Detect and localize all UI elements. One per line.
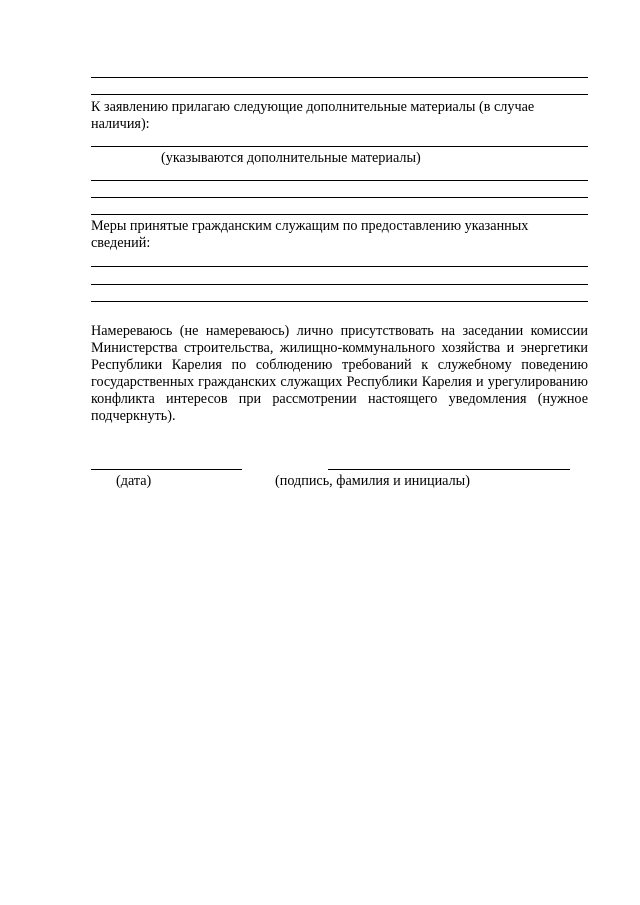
blank-line [91,94,588,95]
attachments-fill-line [91,146,588,147]
blank-line [91,77,588,78]
blank-line [91,214,588,215]
attachments-hint: (указываются дополнительные материалы) [161,150,421,166]
blank-line [91,180,588,181]
intention-paragraph: Намереваюсь (не намереваюсь) лично присутствовать на заседании комиссии Министерства строительства, жилищно-коммунального хозяйства и энергетики Республики Карелия по соблюдению требований к служебному поведению государственных гражданских служащих Республики Карелия и урегулированию конфликта интересов при рассмотрении настоящего уведомления (нужное подчеркнуть). [91,323,588,424]
blank-line [91,197,588,198]
measures-fill-line [91,266,588,267]
signature-line [328,469,570,470]
blank-line [91,284,588,285]
signature-label: (подпись, фамилия и инициалы) [275,473,470,489]
attachments-intro: К заявлению прилагаю следующие дополнительные материалы (в случае наличия): [91,99,535,132]
date-label: (дата) [116,473,152,489]
blank-line [91,301,588,302]
date-line [91,469,242,470]
measures-intro: Меры принятые гражданским служащим по предоставлению указанных сведений: [91,218,529,251]
